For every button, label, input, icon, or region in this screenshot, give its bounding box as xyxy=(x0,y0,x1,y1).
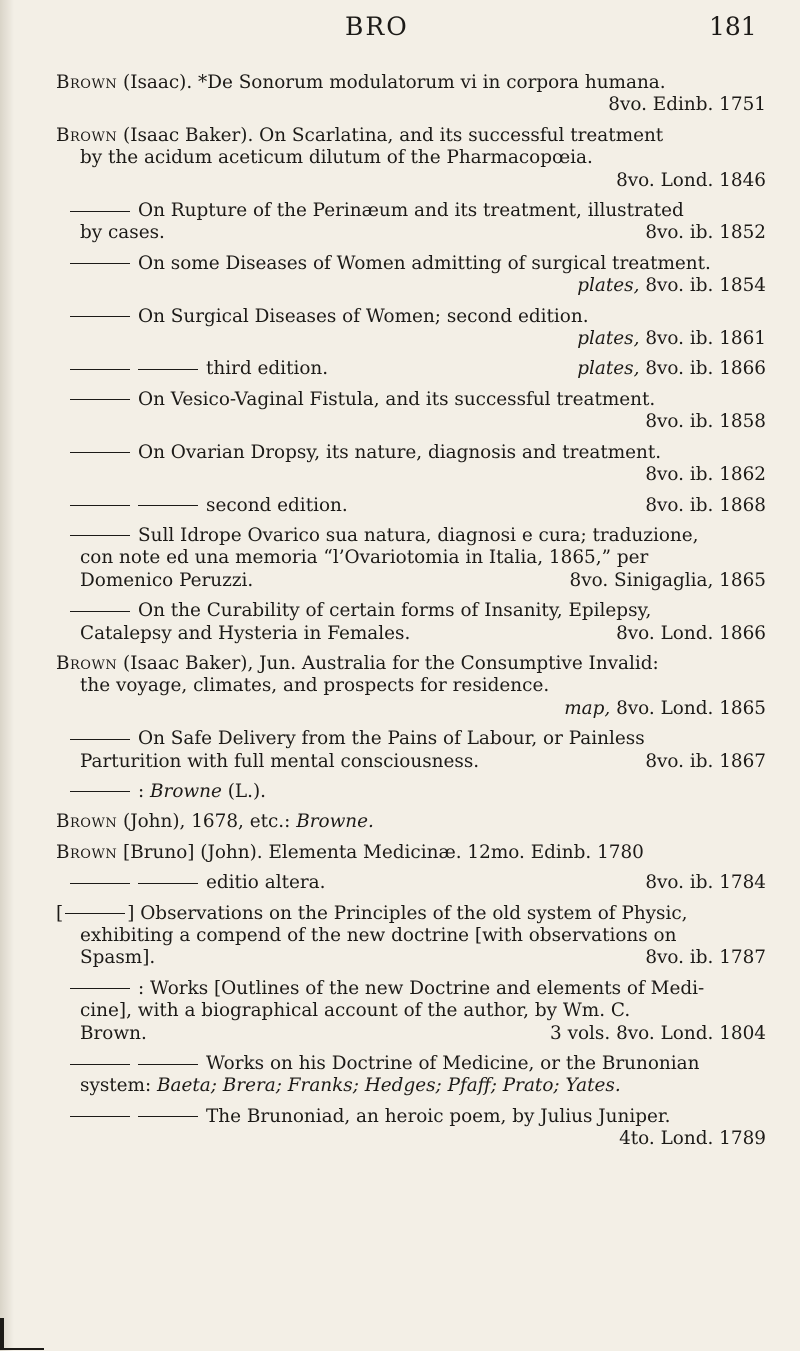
entry-continuation: Spasm]. xyxy=(80,947,156,969)
entry xyxy=(56,125,766,192)
ditto-rule xyxy=(138,883,198,884)
entry xyxy=(56,872,766,894)
entry xyxy=(56,389,766,434)
entry xyxy=(56,72,766,117)
entry-imprint: 8vo. ib. 1861 xyxy=(639,328,766,350)
entry-text: On the Curability of certain forms of Insanity, Epilepsy, xyxy=(138,600,652,622)
entry xyxy=(56,842,766,864)
entry-author: Brown xyxy=(56,72,118,93)
entry-text: On Vesico-Vaginal Fistula, and its successful treatment. xyxy=(138,388,656,410)
entry-cross-reference: Browne xyxy=(150,780,222,802)
entry-text: (John), 1678, etc.: xyxy=(117,811,297,833)
ditto-rule xyxy=(70,791,130,792)
entry-imprint: 8vo. ib. 1867 xyxy=(645,750,766,772)
entry-text: editio altera. xyxy=(206,872,326,894)
binding-mark xyxy=(0,1318,44,1350)
ditto-rule xyxy=(70,369,130,370)
entry-text: Observations on the Principles of the old system of Physic, xyxy=(134,902,688,924)
entry xyxy=(56,495,766,517)
ditto-rule xyxy=(70,263,130,264)
entry-text: [Bruno] (John). Elementa Medicinæ. 12mo. Edinb. 1780 xyxy=(117,841,644,863)
entry xyxy=(56,525,766,592)
entry-imprint: 8vo. Lond. 1865 xyxy=(610,697,766,719)
entry-imprint: 4to. Lond. 1789 xyxy=(619,1128,766,1150)
entry-continuation: cine], with a biographical account of the author, by Wm. C. xyxy=(80,1000,631,1022)
page-spine-shadow xyxy=(0,0,14,1351)
bracket-open: [ xyxy=(56,902,64,924)
entry-text: : xyxy=(138,780,151,802)
entry-author: Brown xyxy=(56,124,118,146)
entry-imprint: 8vo. ib. 1784 xyxy=(645,872,766,894)
entry xyxy=(56,600,766,645)
entry-plates: plates, xyxy=(577,358,640,380)
entry-imprint: 8vo. ib. 1868 xyxy=(645,494,766,516)
ditto-rule xyxy=(70,1116,130,1117)
entry-imprint: 8vo. Lond. 1846 xyxy=(616,169,766,191)
entry xyxy=(56,653,766,720)
entry-text: (Isaac Baker). On Scarlatina, and its successful treatment xyxy=(117,124,664,146)
bracket-close: ] xyxy=(127,902,135,924)
entry-text: On Surgical Diseases of Women; second edition. xyxy=(138,305,589,327)
entry xyxy=(56,781,766,803)
ditto-rule xyxy=(70,535,130,536)
entry-text: (Isaac Baker), Jun. Australia for the Consumptive Invalid: xyxy=(117,652,659,674)
ditto-rule xyxy=(65,913,125,914)
entry-imprint: 8vo. ib. 1787 xyxy=(645,947,766,969)
ditto-rule xyxy=(70,883,130,884)
entry-plates: plates, xyxy=(577,275,640,297)
entry xyxy=(56,1106,766,1151)
entry-author: Brown xyxy=(56,652,118,674)
ditto-rule xyxy=(70,452,130,453)
running-head-word: BRO xyxy=(345,12,409,41)
entry-continuation: the voyage, climates, and prospects for residence. xyxy=(80,675,550,697)
entry-imprint: 3 vols. 8vo. Lond. 1804 xyxy=(550,1022,766,1044)
entry-continuation: system: xyxy=(80,1075,158,1097)
entry-text: second edition. xyxy=(206,494,348,516)
entry xyxy=(56,1053,766,1098)
entry-cross-reference: Baeta; Brera; Franks; Hedges; Pfaff; Prato; Yates. xyxy=(157,1075,621,1097)
entry-imprint: 8vo. Edinb. 1751 xyxy=(608,94,766,116)
entry-imprint: 8vo. ib. 1852 xyxy=(645,222,766,244)
ditto-rule xyxy=(70,316,130,317)
entry-continuation: exhibiting a compend of the new doctrine [with observations on xyxy=(80,925,677,946)
page-number: 181 xyxy=(709,12,757,41)
entry-text: On Safe Delivery from the Pains of Labour, or Painless xyxy=(138,728,645,750)
ditto-rule xyxy=(70,399,130,400)
entry xyxy=(56,728,766,773)
ditto-rule xyxy=(70,1064,130,1065)
entry-text: On Rupture of the Perinæum and its treatment, illustrated xyxy=(138,200,684,222)
entry-text: : Works [Outlines of the new Doctrine and elements of Medi- xyxy=(138,977,705,999)
ditto-rule xyxy=(70,988,130,989)
ditto-rule xyxy=(70,211,130,212)
entry-author: Brown xyxy=(56,841,118,863)
entry-imprint: 8vo. ib. 1854 xyxy=(639,275,766,297)
ditto-rule xyxy=(138,1064,198,1065)
entry xyxy=(56,903,766,970)
entry-continuation: Brown. xyxy=(80,1022,147,1044)
ditto-rule xyxy=(138,369,198,370)
entry-text: On some Diseases of Women admitting of surgical treatment. xyxy=(138,252,711,274)
entry-imprint: 8vo. ib. 1858 xyxy=(645,411,766,433)
entry-continuation: by the acidum aceticum dilutum of the Pharmacopœia. xyxy=(80,147,593,169)
entry-text: (Isaac). *De Sonorum modulatorum vi in corpora humana. xyxy=(117,72,666,93)
entry-text: The Brunoniad, an heroic poem, by Julius Juniper. xyxy=(206,1105,671,1127)
running-head xyxy=(0,12,800,52)
entry xyxy=(56,811,766,833)
entry-plates: plates, xyxy=(577,328,640,350)
entry-text: On Ovarian Dropsy, its nature, diagnosis and treatment. xyxy=(138,441,662,463)
entry-imprint: 8vo. ib. 1866 xyxy=(639,358,766,380)
entry-cross-reference: Browne. xyxy=(296,811,374,833)
entry xyxy=(56,358,766,380)
bibliography-column xyxy=(56,72,766,1159)
entry-continuation: Domenico Peruzzi. xyxy=(80,569,254,591)
ditto-rule xyxy=(70,739,130,740)
entry-imprint: 8vo. Sinigaglia, 1865 xyxy=(569,569,766,591)
entry-continuation: by cases. xyxy=(80,222,165,244)
ditto-rule xyxy=(70,611,130,612)
entry-author: Brown xyxy=(56,811,118,833)
ditto-rule xyxy=(138,1116,198,1117)
entry xyxy=(56,200,766,245)
entry xyxy=(56,442,766,487)
entry-continuation: con note ed una memoria “l’Ovariotomia in Italia, 1865,” per xyxy=(80,547,649,569)
entry-map: map, xyxy=(564,697,611,719)
entry-text: third edition. xyxy=(206,358,329,380)
entry-text: Sull Idrope Ovarico sua natura, diagnosi e cura; traduzione, xyxy=(138,524,699,546)
entry-imprint: 8vo. ib. 1862 xyxy=(645,464,766,486)
ditto-rule xyxy=(70,505,130,506)
entry-text: (L.). xyxy=(221,780,267,802)
entry xyxy=(56,306,766,351)
entry-imprint: 8vo. Lond. 1866 xyxy=(616,622,766,644)
entry xyxy=(56,253,766,298)
entry xyxy=(56,978,766,1045)
entry-continuation: Catalepsy and Hysteria in Females. xyxy=(80,622,411,644)
ditto-rule xyxy=(138,505,198,506)
entry-continuation: Parturition with full mental consciousness. xyxy=(80,750,480,772)
entry-text: Works on his Doctrine of Medicine, or the Brunonian xyxy=(206,1053,700,1075)
